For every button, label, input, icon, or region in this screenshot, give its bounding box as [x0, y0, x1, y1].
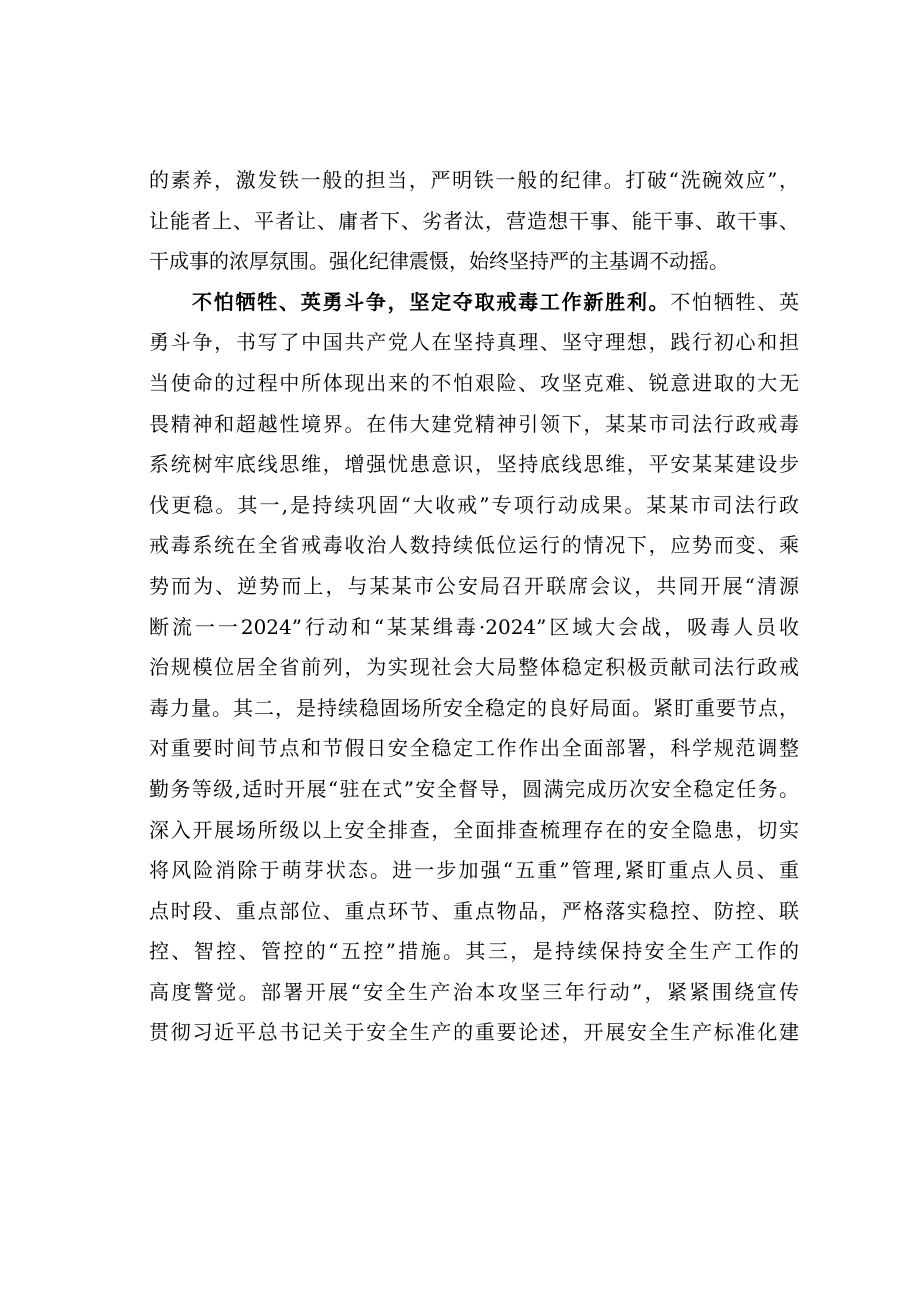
text-line: 将风险消除于萌芽状态。进一步加强“五重”管理,紧盯重点人员、重: [149, 858, 799, 883]
text-line: 治规模位居全省前列，为实现社会大局整体稳定积极贡献司法行政戒: [149, 655, 799, 680]
text-line: 勤务等级,适时开展“驻在式”安全督导，圆满完成历次安全稳定任务。: [149, 776, 799, 801]
text-line: 系统树牢底线思维，增强忧患意识，坚持底线思维，平安某某建设步: [149, 452, 799, 477]
text-line: 断流一一2024”行动和“某某缉毒·2024”区域大会战，吸毒人员收: [149, 614, 799, 639]
text-line: 让能者上、平者让、庸者下、劣者汰，营造想干事、能干事、敢干事、: [149, 208, 799, 233]
text-line: 控、智控、管控的“五控”措施。其三，是持续保持安全生产工作的: [149, 939, 799, 964]
text-line: 贯彻习近平总书记关于安全生产的重要论述，开展安全生产标准化建: [149, 1020, 799, 1045]
paragraph-2: [149, 282, 799, 1053]
text-line: 畏精神和超越性境界。在伟大建党精神引领下，某某市司法行政戒毒: [149, 411, 799, 436]
paragraph-1: [149, 160, 799, 282]
text-line: 高度警觉。部署开展“安全生产治本攻坚三年行动”，紧紧围绕宣传: [149, 979, 799, 1004]
text-line: 毒力量。其二，是持续稳固场所安全稳定的良好局面。紧盯重要节点，: [149, 695, 799, 720]
document-body: [149, 160, 799, 1053]
text-line: 戒毒系统在全省戒毒收治人数持续低位运行的情况下，应势而变、乘: [149, 533, 799, 558]
text-line: 伐更稳。其一,是持续巩固“大收戒”专项行动成果。某某市司法行政: [149, 492, 799, 517]
text-line: 勇斗争，书写了中国共产党人在坚持真理、坚守理想，践行初心和担: [149, 330, 799, 355]
text-line: 深入开展场所级以上安全排查，全面排查梳理存在的安全隐患，切实: [149, 817, 799, 842]
text-line: 当使命的过程中所体现出来的不怕艰险、攻坚克难、锐意进取的大无: [149, 370, 799, 395]
text-line: 势而为、逆势而上，与某某市公安局召开联席会议，共同开展“清源: [149, 573, 799, 598]
text-line: 干成事的浓厚氛围。强化纪律震慑，始终坚持严的主基调不动摇。: [149, 249, 729, 274]
text-line: 点时段、重点部位、重点环节、重点物品，严格落实稳控、防控、联: [149, 898, 799, 923]
paragraph-heading: 不怕牺牲、英勇斗争，坚定夺取戒毒工作新胜利。: [192, 289, 671, 314]
paragraph-first-line: [149, 282, 799, 323]
text-line: 的素养，激发铁一般的担当，严明铁一般的纪律。打破“洗碗效应”，: [149, 168, 799, 192]
text-span: 不怕牺牲、英: [670, 289, 800, 314]
text-line: 对重要时间节点和节假日安全稳定工作作出全面部署，科学规范调整: [149, 736, 799, 761]
